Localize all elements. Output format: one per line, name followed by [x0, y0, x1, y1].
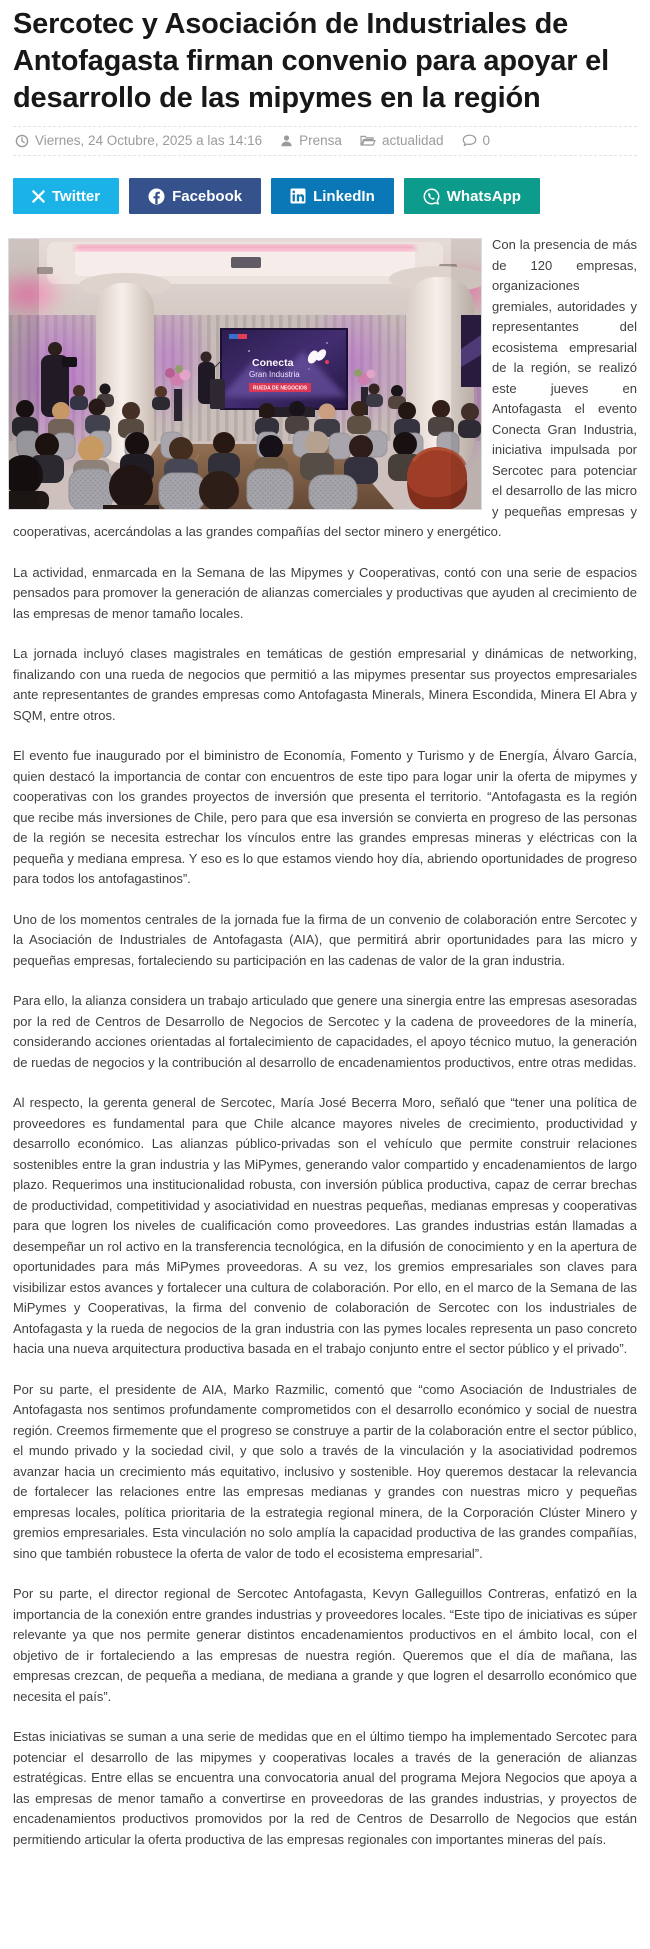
- user-icon: [280, 134, 293, 147]
- meta-author-label: Prensa: [299, 133, 342, 148]
- share-whatsapp-label: WhatsApp: [446, 187, 521, 205]
- facebook-icon: [148, 188, 165, 205]
- meta-comments[interactable]: [462, 133, 491, 148]
- comment-icon: [462, 134, 477, 147]
- clock-icon: [15, 134, 29, 148]
- meta-date-label: Viernes, 24 Octubre, 2025 a las 14:16: [35, 133, 263, 148]
- article-meta-row: [13, 126, 637, 156]
- share-buttons-row: [13, 178, 637, 214]
- folder-icon: [360, 134, 376, 147]
- article-photo: [8, 238, 482, 510]
- article-paragraph-9: Por su parte, el director regional de Sercotec Antofagasta, Kevyn Galleguillos Contreras, enfatizó en la importancia de la conexión entre grandes industrias y proveedores locales. “Este tipo de iniciativas es súper relevante ya que nos permite generar distintos encadenamientos productivos en el ámbito local, con el objetivo de ir fortaleciendo a las empresas de nuestra región. Queremos que el día de mañana, las empresas crezcan, de pequeña a mediana, de mediana a grande y que logren el desarrollo económico que necesita el país”.: [13, 1586, 637, 1704]
- article-paragraph-3: La jornada incluyó clases magistrales en temáticas de gestión empresarial y dinámicas de networking, finalizando con una rueda de negocios que permitió a las mipymes presentar sus proyectos empresariales ante representantes de grandes empresas como Antofagasta Minerals, Minera Escondida, Minera El Abra y SQM, entre otros.: [13, 646, 637, 723]
- article-paragraph-8: Por su parte, el presidente de AIA, Marko Razmilic, comentó que “como Asociación de Industriales de Antofagasta nos sentimos profundamente comprometidos con el desarrollo económico y social de nuestra región. Creemos firmemente que el progreso se construye a partir de la colaboración entre el sector público, el mundo privado y la sociedad civil, y que solo a través de la vinculación y la asociatividad podremos avanzar hacia un crecimiento más equitativo, inclusivo y sostenible. Hoy queremos destacar la relevancia de fortalecer las relaciones entre las empresas medianas y grandes con nuestras micro y pequeñas empresas locales, política prioritaria de la estrategia regional minera, de la Corporación Clúster Minero y gremios empresariales. Esta vinculación no solo amplía la capacidad productiva de las grandes compañías, sino que también robustece la oferta de valor de todo el ecosistema empresarial”.: [13, 1381, 637, 1561]
- article-paragraph-1: Con la presencia de más de 120 empresas, organizaciones gremiales, autoridades y representantes del ecosistema empresarial de la región, se realizó este jueves en Antofagasta el evento Conecta Gran Industria, iniciativa impulsada por Sercotec para potenciar el desarrollo de las micro y pequeñas empresas y cooperativas, acercándolas a las grandes compañías del sector minero y energético.: [13, 237, 637, 539]
- article-paragraph-6: Para ello, la alianza considera un trabajo articulado que genere una sinergia entre las empresas asesoradas por la red de Centros de Desarrollo de Negocios de Sercotec y la cadena de proveedores de la minería, considerando acciones orientadas al fortalecimiento de capacidades, el apoyo técnico mutuo, la generación de ruedas de negocios y la contribución al desarrollo de encadenamientos productivos, entre otras medidas.: [13, 993, 637, 1070]
- meta-category[interactable]: [360, 133, 444, 148]
- share-linkedin-button[interactable]: [271, 178, 394, 214]
- share-linkedin-label: LinkedIn: [313, 187, 375, 205]
- article-paragraph-4: El evento fue inaugurado por el biministro de Economía, Fomento y Turismo y de Energía, Álvaro García, quien destacó la importancia de contar con encuentros de este tipo para logar unir la oferta de mipymes y cooperativas con los grandes proyectos de inversión que presenta el territorio. “Antofagasta es la región que recibe más inversiones de Chile, pero para que esa inversión se convierta en progreso de las personas de la región se necesita estrechar los vínculos entre las grandes empresas mineras y eléctricas con la pequeña y mediana empresa. Y eso es lo que estamos viendo hoy día, abriendo oportunidades de progreso para todos los antofagastinos”.: [13, 748, 637, 886]
- share-facebook-button[interactable]: [129, 178, 261, 214]
- x-twitter-icon: [32, 190, 45, 203]
- share-twitter-button[interactable]: [13, 178, 119, 214]
- share-twitter-label: Twitter: [52, 187, 101, 205]
- screen-banner-text: RUEDA DE NEGOCIOS: [253, 385, 308, 392]
- page-title: Sercotec y Asociación de Industriales de Antofagasta firman convenio para apoyar el desarrollo de las mipymes en la región: [13, 8, 609, 114]
- share-whatsapp-button[interactable]: [404, 178, 540, 214]
- meta-date: [15, 133, 262, 148]
- article-paragraph-10: Estas iniciativas se suman a una serie de medidas que en el último tiempo ha implementado Sercotec para potenciar el desarrollo de las mipymes y cooperativas locales a través de la generación de alianzas estratégicas. Entre ellas se encuentra una convocatoria anual del programa Mejora Negocios que apoya a las empresas de menor tamaño a convertirse en proveedoras de las grandes industrias, y proyectos de encadenamientos productivos promovidos por la red de Centros de Desarrollo de Negocios que están permitiendo articular la oferta productiva de las empresas regionales con importantes mineras del país.: [13, 1729, 637, 1847]
- article-paragraph-2: La actividad, enmarcada en la Semana de las Mipymes y Cooperativas, contó con una serie de espacios pensados para promover la generación de alianzas comerciales y productivas que ayuden al crecimiento de las empresas de menor tamaño locales.: [13, 564, 637, 621]
- meta-category-label: actualidad: [381, 133, 444, 148]
- screen-brand-line2: Gran Industria: [249, 370, 300, 379]
- article-paragraph-7: Al respecto, la gerenta general de Sercotec, María José Becerra Moro, señaló que “tener una política de proveedores es fundamental para que Chile alcance mayores niveles de crecimiento, productividad y desarrollo económico. Las alianzas público-privadas son el vehículo que permite construir relaciones sostenibles entre la gran industria y las MiPymes, generando valor compartido y encadenamientos de largo plazo. Requerimos una institucionalidad robusta, con inversión pública productiva, capaz de cerrar brechas de productividad, competitividad y asociatividad en nuestras pequeñas, medianas empresas y cooperativas para que logren los niveles de cualificación como proveedores. Las grandes industrias están llamadas a desempeñar un rol activo en la transferencia tecnológica, en la difusión de conocimiento y en la apertura de oportunidades para más MiPymes proveedoras. A su vez, los gremios empresariales son claves para visibilizar estos avances y fortalecer una cultura de colaboración. Por ello, en el marco de la Semana de las MiPymes y Cooperativas, la firma del convenio de colaboración de Sercotec con los industriales de Antofagasta y la rueda de negocios de la gran industria con las pymes locales representa un paso concreto hacia una nueva arquitectura productiva basada en el trabajo conjunto entre el sector público y el privado”.: [13, 1095, 637, 1356]
- meta-author[interactable]: [280, 133, 342, 148]
- article-body: [13, 235, 637, 1850]
- conference-room-photo-illustration: [9, 239, 481, 509]
- whatsapp-icon: [423, 188, 440, 205]
- screen-brand-line1: Conecta: [252, 357, 294, 369]
- meta-comments-count: 0: [482, 133, 491, 148]
- share-facebook-label: Facebook: [172, 187, 243, 205]
- article-paragraph-5: Uno de los momentos centrales de la jornada fue la firma de un convenio de colaboración entre Sercotec y la Asociación de Industriales de Antofagasta (AIA), que permitirá abrir oportunidades para las micro y pequeñas empresas, fortaleciendo su participación en las cadenas de valor de la gran industria.: [13, 911, 637, 968]
- linkedin-icon: [290, 188, 306, 204]
